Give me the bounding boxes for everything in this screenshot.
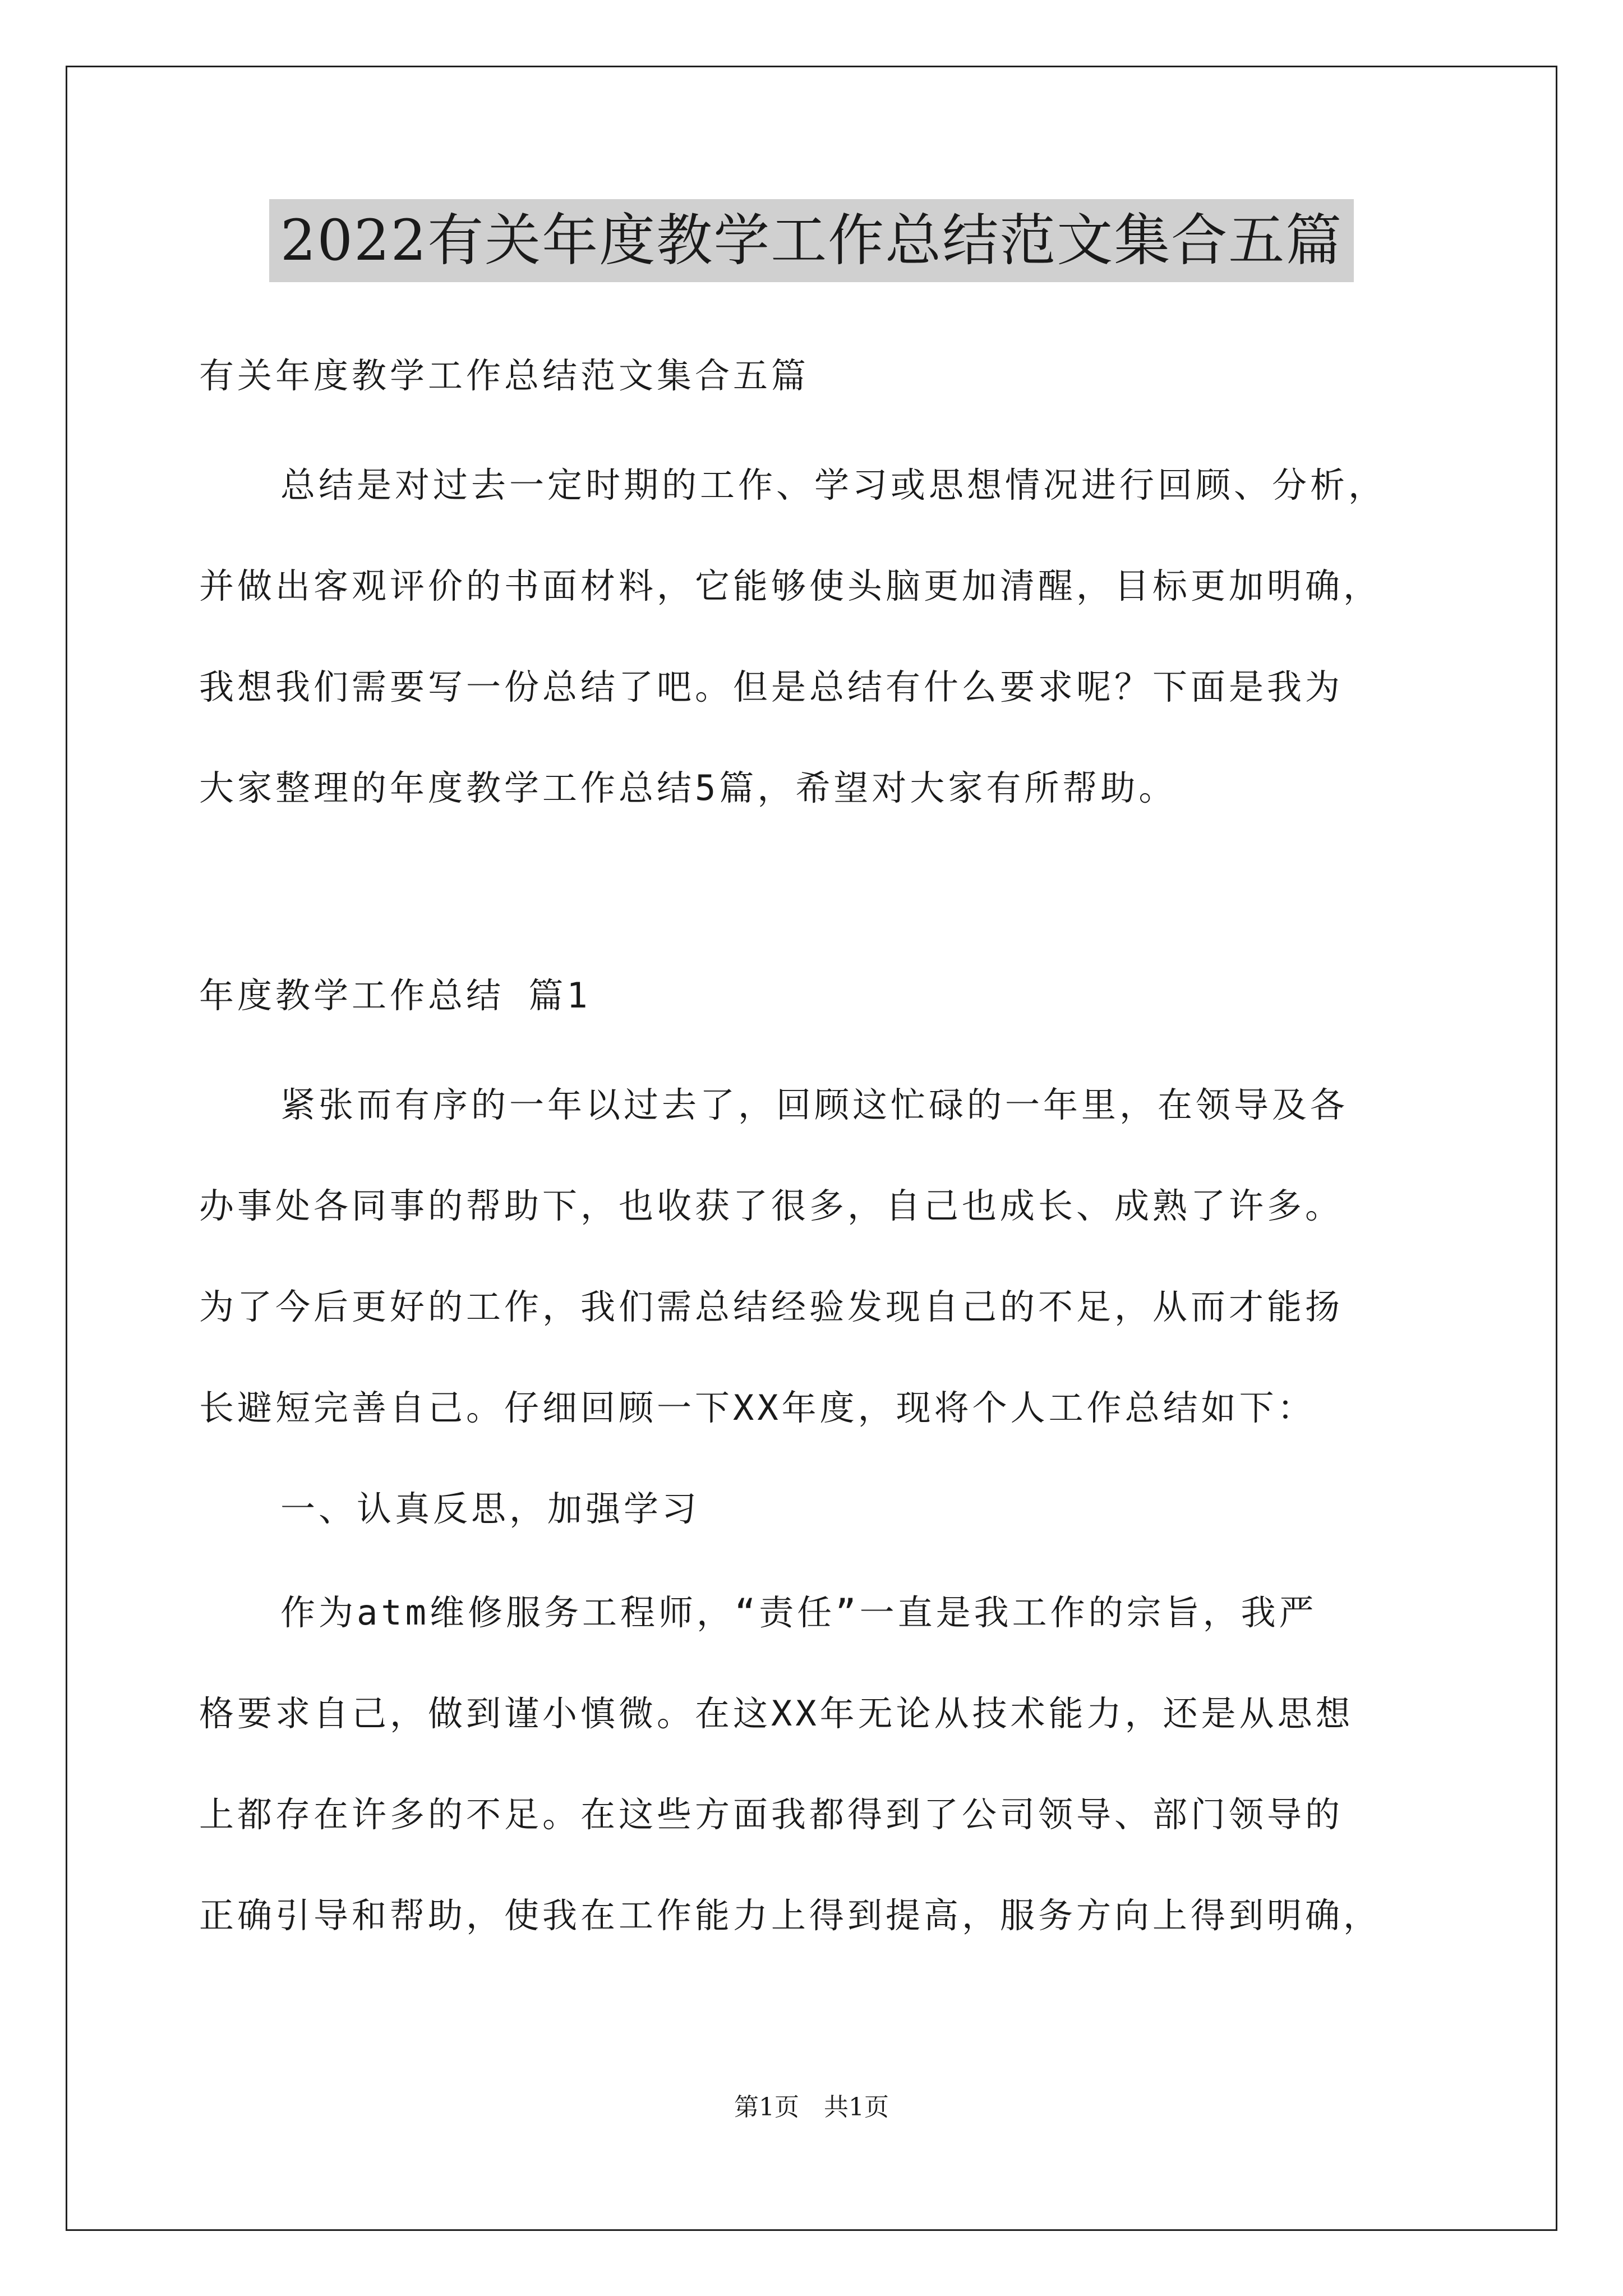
intro-line-3: 我想我们需要写一份总结了吧。但是总结有什么要求呢？下面是我为 [199, 666, 1344, 707]
section-heading: 年度教学工作总结 篇1 [199, 975, 591, 1016]
intro-line-2: 并做出客观评价的书面材料，它能够使头脑更加清醒，目标更加明确， [199, 565, 1382, 606]
page-footer: 第1页 共1页 [734, 2093, 889, 2122]
title-wrap [0, 199, 1623, 282]
para2-line-3: 上都存在许多的不足。在这些方面我都得到了公司领导、部门领导的 [199, 1794, 1344, 1835]
para2-line-1: 作为atm维修服务工程师，“责任”一直是我工作的宗旨，我严 [280, 1592, 1317, 1633]
para2-line-4: 正确引导和帮助，使我在工作能力上得到提高，服务方向上得到明确， [199, 1895, 1382, 1936]
para1-line-2: 办事处各同事的帮助下，也收获了很多，自己也成长、成熟了许多。 [199, 1185, 1344, 1226]
subheading: 一、认真反思，加强学习 [280, 1488, 700, 1529]
intro-line-4: 大家整理的年度教学工作总结5篇，希望对大家有所帮助。 [199, 767, 1177, 808]
para1-line-1: 紧张而有序的一年以过去了，回顾这忙碌的一年里，在领导及各 [280, 1084, 1349, 1125]
para2-line-2: 格要求自己，做到谨小慎微。在这XX年无论从技术能力，还是从思想 [199, 1693, 1354, 1734]
subtitle: 有关年度教学工作总结范文集合五篇 [199, 355, 810, 396]
para1-line-3: 为了今后更好的工作，我们需总结经验发现自己的不足，从而才能扬 [199, 1286, 1344, 1327]
para1-line-4: 长避短完善自己。仔细回顾一下XX年度，现将个人工作总结如下： [199, 1387, 1316, 1428]
document-title: 2022有关年度教学工作总结范文集合五篇 [269, 199, 1354, 282]
intro-line-1: 总结是对过去一定时期的工作、学习或思想情况进行回顾、分析， [280, 464, 1387, 505]
